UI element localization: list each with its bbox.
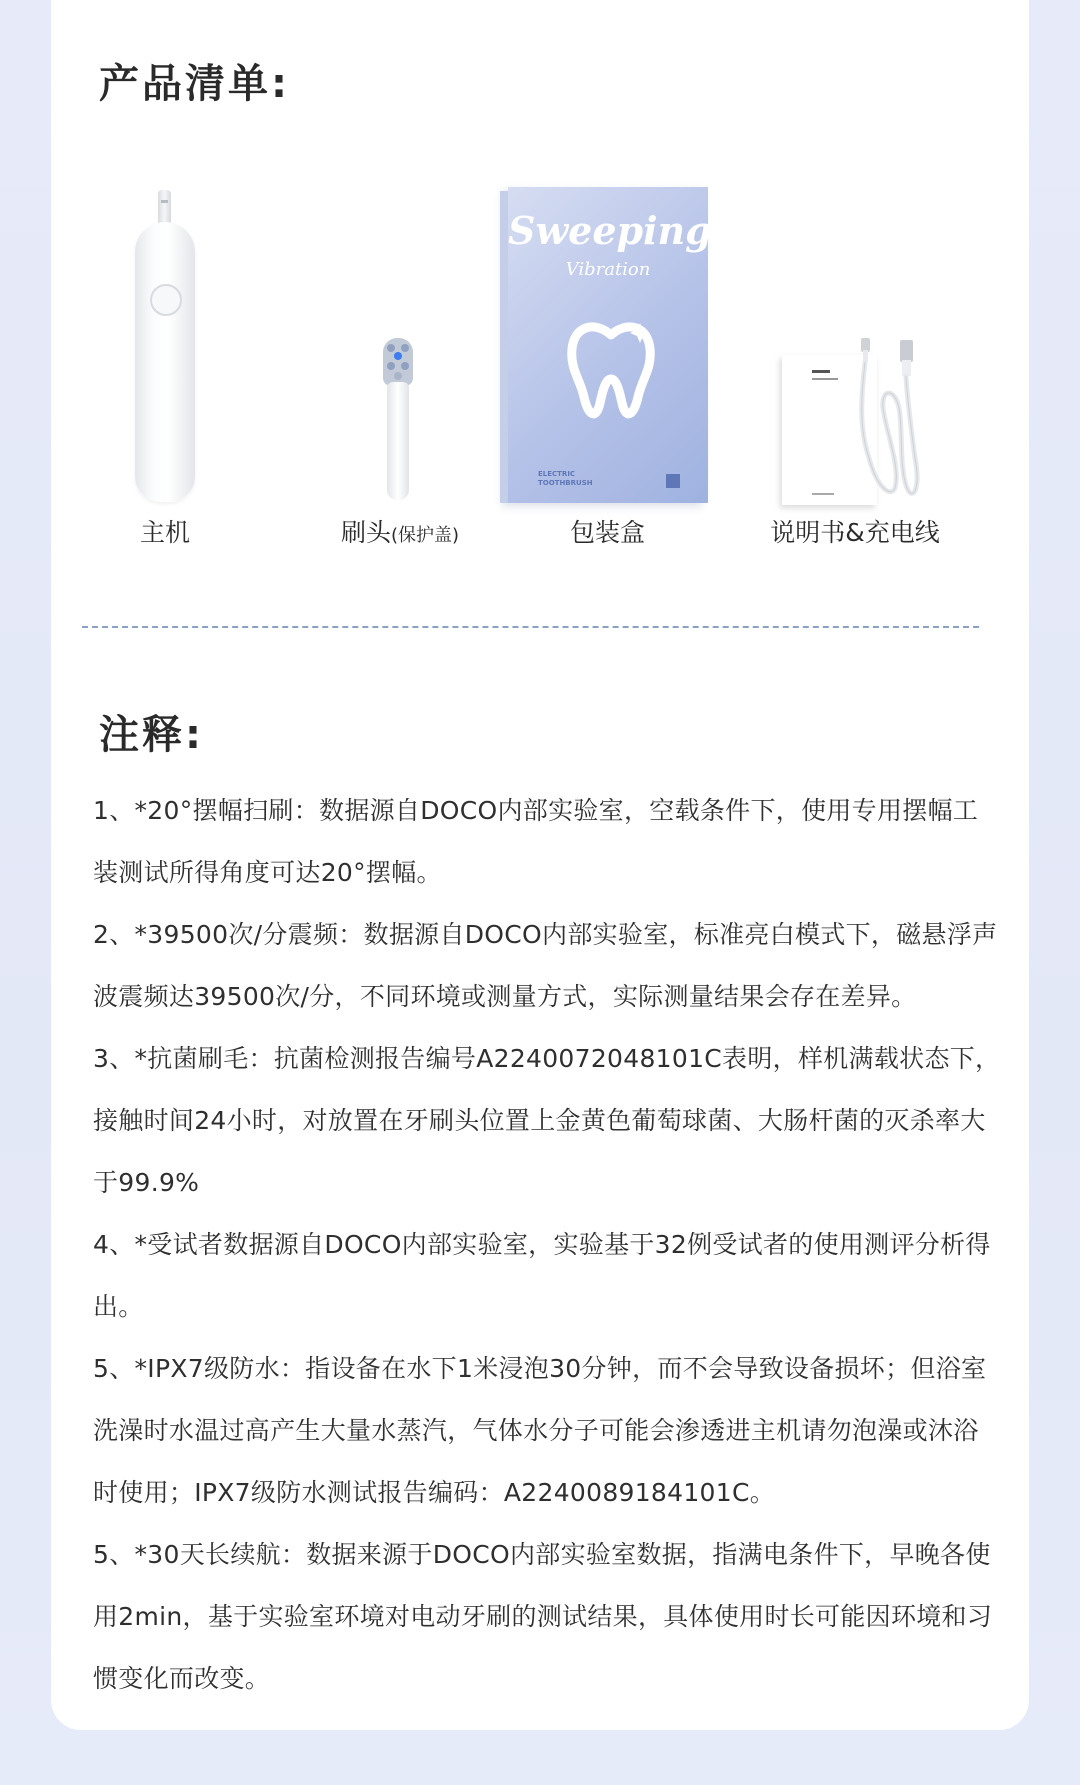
product-item-brush-head: [290, 170, 510, 547]
section-divider: [82, 626, 979, 628]
box-title-text: Sweeping: [508, 208, 712, 253]
tooth-icon: [566, 317, 656, 427]
logo-mark-icon: [666, 474, 680, 488]
box-caption-line1: ELECTRIC: [538, 470, 576, 478]
box-subtitle-text: Vibration: [565, 259, 651, 280]
product-item-manual-cable: [755, 170, 955, 547]
notes-list: [93, 780, 1003, 1710]
notes-title: 注释:: [99, 712, 204, 758]
product-item-host: [90, 170, 240, 547]
note-item: 5、*30天长续航：数据来源于DOCO内部实验室数据，指满电条件下，早晚各使用2min，基于实验室环境对电动牙刷的测试结果，具体使用时长可能因环境和习惯变化而改变。: [93, 1540, 993, 1693]
note-item: 3、*抗菌刷毛：抗菌检测报告编号A2240072048101C表明，样机满载状态下，接触时间24小时，对放置在牙刷头位置上金黄色葡萄球菌、大肠杆菌的灭杀率大于99.9%: [93, 1044, 1001, 1197]
note-item: 2、*39500次/分震频：数据源自DOCO内部实验室，标准亮白模式下，磁悬浮声波震频达39500次/分，不同环境或测量方式，实际测量结果会存在差异。: [93, 920, 998, 1011]
product-label-note: (保护盖): [390, 525, 460, 546]
note-item: 4、*受试者数据源自DOCO内部实验室，实验基于32例受试者的使用测评分析得出。: [93, 1230, 991, 1321]
product-label-brush-head: 刷头: [340, 518, 391, 547]
packaging-box-image: [508, 187, 712, 503]
note-item: 5、*IPX7级防水：指设备在水下1米浸泡30分钟，而不会导致设备损坏；但浴室洗澡时水温过高产生大量水蒸汽，气体水分子可能会渗透进主机请勿泡澡或沐浴时使用；IPX7级防水测试报告编码：A2240089184101C。: [93, 1354, 987, 1507]
product-label-box: 包装盒: [569, 518, 645, 547]
note-item: 1、*20°摆幅扫刷：数据源自DOCO内部实验室，空载条件下，使用专用摆幅工装测试所得角度可达20°摆幅。: [93, 796, 979, 887]
product-label-host: 主机: [139, 518, 190, 547]
product-list-title: 产品清单:: [99, 61, 290, 107]
usb-cable-icon: [855, 338, 925, 506]
product-item-box: [505, 170, 712, 547]
product-label-manual-cable: 说明书&充电线: [770, 518, 940, 547]
box-caption-line2: TOOTHBRUSH: [538, 479, 593, 487]
